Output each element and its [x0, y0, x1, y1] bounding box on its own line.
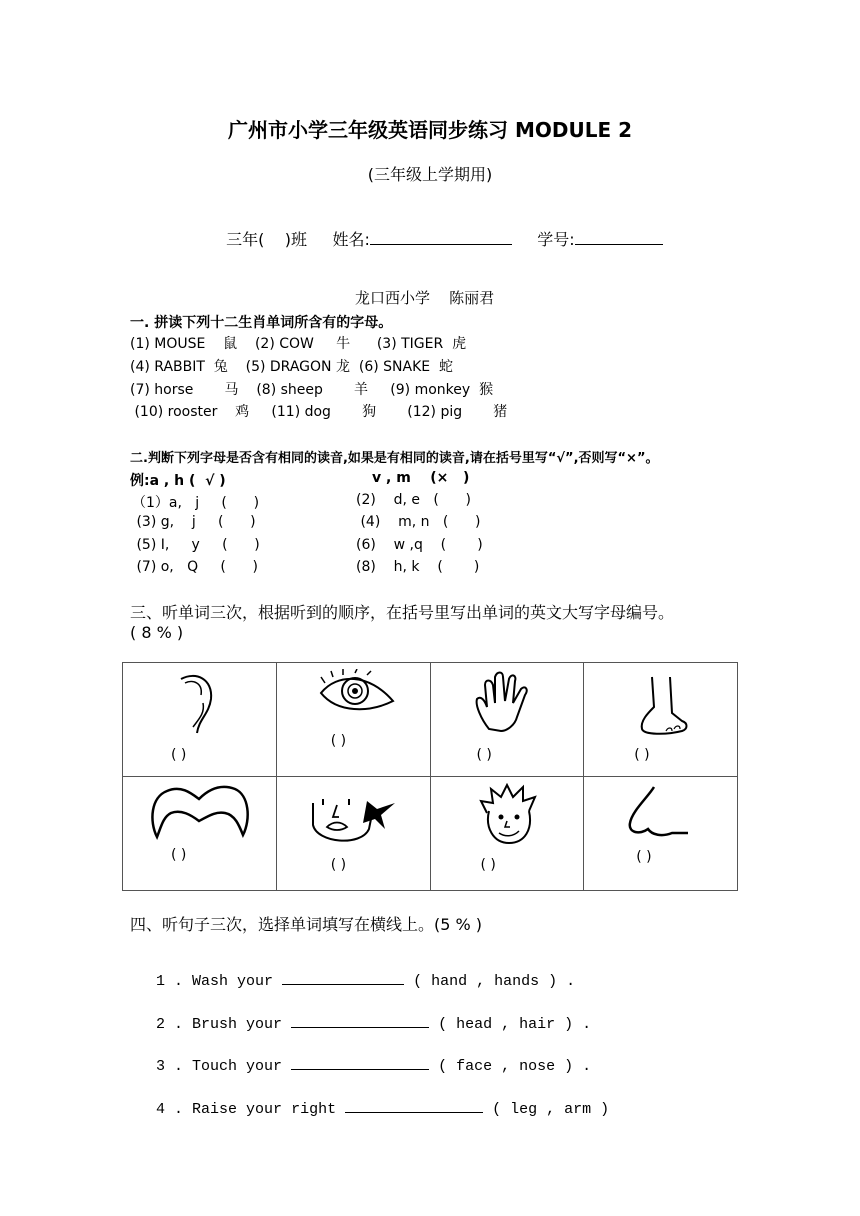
section1-line: (4) RABBIT 兔 (5) DRAGON 龙 (6) SNAKE 蛇	[130, 359, 453, 375]
section2-heading: 二.判断下列字母是否含有相同的读音,如果是有相同的读音,请在括号里写“√”,否则写“×”。	[130, 451, 659, 466]
section2-item[interactable]: (6) w ,q ( )	[356, 537, 483, 553]
answer-bracket[interactable]: ( )	[636, 849, 652, 865]
page-title: 广州市小学三年级英语同步练习 MODULE 2	[228, 118, 632, 142]
section2-item[interactable]: (8) h, k ( )	[356, 559, 480, 575]
item-number: 4 .	[156, 1101, 184, 1118]
item-choice: ( hand , hands ) .	[413, 973, 576, 990]
item-lead: Touch your	[192, 1058, 283, 1075]
item-number: 2 .	[156, 1016, 184, 1033]
nose-icon	[624, 783, 694, 843]
picture-cell	[584, 663, 738, 777]
eye-icon	[317, 669, 397, 719]
head-icon	[477, 783, 543, 849]
item-number: 3 .	[156, 1058, 184, 1075]
section2-example-right: v , m (× )	[372, 470, 470, 486]
section1-heading: 一. 拼读下列十二生肖单词所含有的字母。	[130, 315, 393, 331]
hair-icon	[147, 781, 251, 841]
class-label: 三年( )班	[226, 230, 308, 249]
answer-bracket[interactable]: ( )	[476, 747, 492, 763]
face-icon	[303, 789, 403, 849]
section2-item[interactable]: (7) o, Q ( )	[132, 559, 258, 575]
picture-cell	[276, 663, 430, 777]
answer-bracket[interactable]: ( )	[171, 747, 187, 763]
answer-blank[interactable]	[291, 1027, 429, 1028]
section2-item[interactable]: (5) I, y ( )	[132, 537, 260, 553]
item-choice: ( face , nose ) .	[438, 1058, 592, 1075]
name-field[interactable]	[370, 244, 512, 245]
section1-line: (7) horse 马 (8) sheep 羊 (9) monkey 猴	[130, 382, 494, 398]
item-number: 1 .	[156, 973, 184, 990]
section1-line: (1) MOUSE 鼠 (2) COW 牛 (3) TIGER 虎	[130, 336, 467, 352]
answer-bracket[interactable]: ( )	[634, 747, 650, 763]
sentence-item	[138, 956, 575, 990]
answer-blank[interactable]	[291, 1069, 429, 1070]
item-choice: ( leg , arm )	[492, 1101, 610, 1118]
item-choice: ( head , hair ) .	[438, 1016, 592, 1033]
section2-item[interactable]: （1）a, j ( )	[132, 495, 260, 511]
sentence-item	[138, 1041, 591, 1075]
section1-line: (10) rooster 鸡 (11) dog 狗 (12) pig 猪	[130, 404, 508, 420]
sentence-item	[138, 1084, 609, 1118]
ear-icon	[171, 669, 231, 739]
sentence-item	[138, 999, 591, 1033]
page-subtitle: (三年级上学期用)	[367, 165, 493, 184]
picture-cell	[430, 663, 584, 777]
foot-icon	[632, 673, 692, 739]
answer-bracket[interactable]: ( )	[330, 857, 347, 873]
section2-item[interactable]: (4) m, n ( )	[356, 514, 481, 530]
picture-cell	[430, 777, 584, 891]
picture-cell	[584, 777, 738, 891]
section2-example-left: 例:a , h ( √ )	[130, 473, 226, 489]
picture-cell	[123, 663, 277, 777]
section2-item[interactable]: (3) g, j ( )	[132, 514, 256, 530]
answer-bracket[interactable]: ( )	[171, 847, 187, 863]
section3-percent: ( 8 % )	[130, 623, 184, 642]
number-field[interactable]	[575, 244, 663, 245]
number-label: 学号:	[537, 230, 575, 249]
answer-bracket[interactable]: ( )	[480, 857, 496, 873]
picture-table	[122, 662, 738, 891]
section4-heading: 四、听句子三次，选择单词填写在横线上。(5 % )	[130, 915, 483, 934]
answer-blank[interactable]	[282, 984, 404, 985]
answer-blank[interactable]	[345, 1112, 483, 1113]
section2-item[interactable]: (2) d, e ( )	[356, 492, 472, 508]
section3-heading: 三、听单词三次，根据听到的顺序，在括号里写出单词的英文大写字母编号。	[130, 603, 675, 622]
picture-cell	[276, 777, 430, 891]
item-lead: Brush your	[192, 1016, 283, 1033]
name-label: 姓名:	[332, 230, 370, 249]
picture-cell	[123, 777, 277, 891]
item-lead: Wash your	[192, 973, 274, 990]
author-line: 龙口西小学 陈丽君	[355, 289, 495, 307]
answer-bracket[interactable]: ( )	[330, 733, 347, 749]
item-lead: Raise your right	[192, 1101, 337, 1118]
hand-icon	[471, 669, 541, 735]
student-info-line	[216, 208, 663, 250]
